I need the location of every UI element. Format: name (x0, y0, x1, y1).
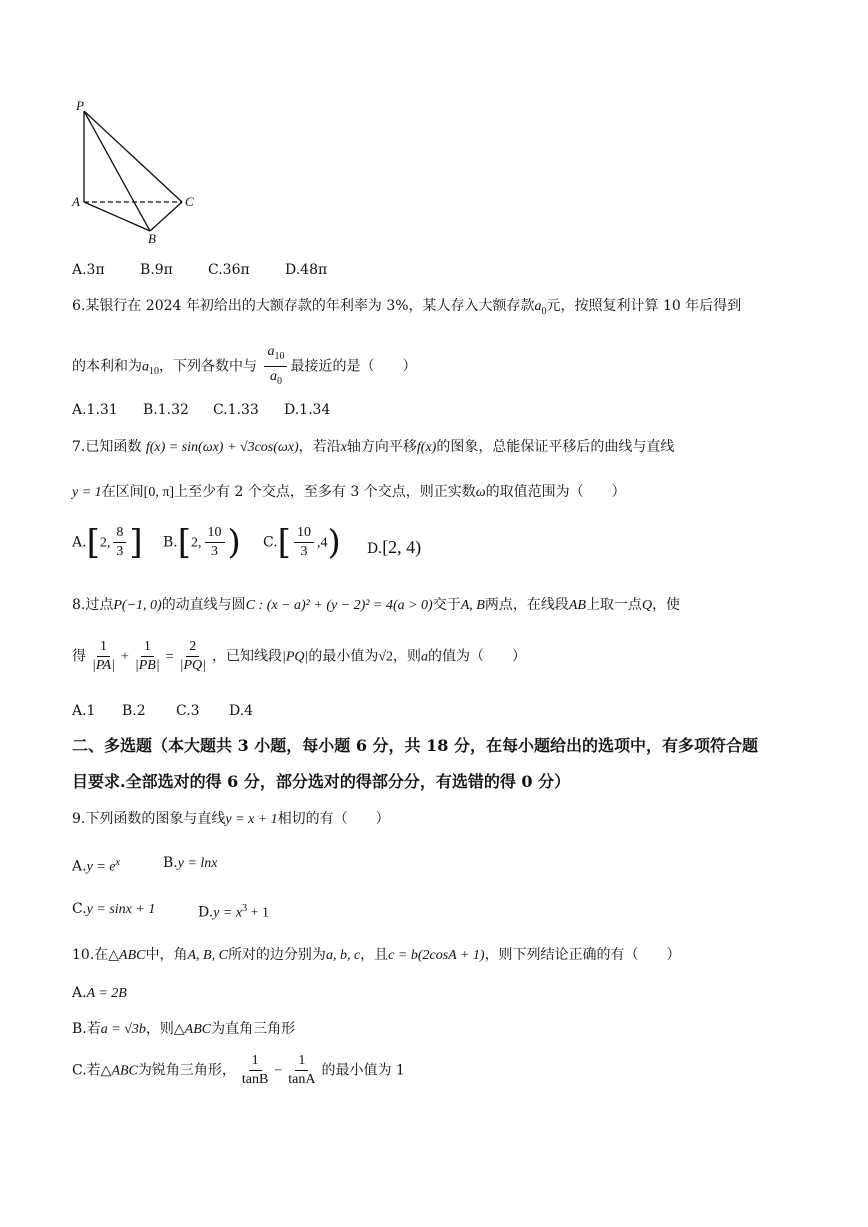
q10-text-3: 所对的边分别为 (227, 947, 326, 963)
q7-opt-b-lbracket: [ (177, 522, 192, 563)
q6-line1 (72, 296, 741, 322)
label-A: A (72, 194, 80, 209)
q8-text-10: ，则 (393, 648, 422, 665)
q6-frac-num: a (267, 344, 275, 359)
q10-opt-b-label: B.若 (72, 1021, 101, 1037)
section-2-heading-line1: 二、多选题（本大题共 3 小题，每小题 6 分，共 18 分，在每小题给出的选项中，有多项符合题 (72, 736, 758, 755)
q7-y1: y = 1 (72, 485, 102, 500)
q9-option-b (163, 853, 218, 874)
q8-text-1: 8.过点 (72, 597, 114, 613)
q7-fx: f(x) (416, 440, 437, 455)
q8-option-b: B.2 (122, 703, 146, 719)
q7-opt-c-lbracket: [ (277, 522, 291, 563)
label-B: B (148, 231, 156, 246)
q9-opt-d-label: D. (198, 904, 214, 921)
q9-stem (72, 809, 390, 830)
q7-opt-a-den: 3 (116, 544, 124, 559)
q8-text-8: ，已知线段 (211, 648, 282, 665)
q6-a0: a (534, 299, 542, 314)
q6-text-1: 6.某银行在 2024 年初给出的大额存款的年利率为 3%，某人存入大额存款 (72, 298, 535, 314)
q6-text-2: 元，按照复利计算 10 年后得到 (546, 298, 742, 314)
edge-BC (150, 202, 182, 231)
q8-option-d: D.4 (229, 703, 254, 719)
q7-opt-c-den: 3 (300, 544, 308, 559)
q9-opt-a-label: A. (72, 858, 87, 875)
q7-text-6: 上至少有 2 个交点，至多有 3 个交点，则正实数 (174, 484, 476, 500)
q7-opt-a-rbracket: ] (129, 522, 143, 563)
edge-PC (84, 111, 182, 202)
q8-pq: |PQ| (281, 649, 309, 665)
q9-option-a (72, 853, 120, 878)
q8-line1 (72, 595, 680, 616)
q9-text-2: 相切的有（ ） (277, 811, 390, 827)
q8-f2-den: |PB| (134, 658, 160, 673)
q9-opt-d-sup: 3 (242, 903, 248, 914)
q8-f3-den: |PQ| (179, 658, 206, 673)
q10-opt-c-d1: tanB (241, 1072, 269, 1087)
q6-option-d: D.1.34 (284, 402, 331, 418)
q8-text-9: 的最小值为 (308, 648, 379, 665)
q10-sides: a, b, c (325, 948, 361, 963)
q9-opt-d-val: y = x (213, 905, 243, 921)
q7-opt-b-den: 3 (211, 544, 219, 559)
q7-opt-d-label: D. (367, 541, 383, 557)
q7-line1 (72, 437, 674, 458)
q7-opt-c-label: C. (263, 534, 278, 551)
q6-fraction (264, 342, 287, 391)
q5-option-d: D.48π (285, 262, 328, 278)
q7-opt-c-rparen: ) (327, 522, 341, 563)
q10-opt-b-tri: △ABC (173, 1022, 212, 1037)
q7-line2 (72, 482, 626, 503)
q7-opt-c-right: ,4 (316, 535, 328, 551)
q10-text-2: 中，角 (145, 947, 188, 963)
q7-opt-a-lbracket: [ (86, 522, 100, 563)
q9-opt-a-sup: x (115, 857, 120, 868)
q9-opt-c-val: y = sinx + 1 (86, 902, 156, 917)
q7-opt-a-num: 8 (113, 524, 126, 543)
q10-text-4: ，且 (360, 947, 389, 963)
q7-opt-a-label: A. (72, 534, 87, 551)
label-C: C (185, 194, 194, 209)
q9-opt-a-val: y = e (86, 859, 116, 875)
q8-text-5: 上取一点 (585, 597, 642, 613)
q10-option-c (72, 1052, 405, 1089)
q9-opt-b-val: y = lnx (177, 856, 218, 871)
q7-opt-b-rparen: ) (227, 522, 241, 563)
q8-text-11: 的值为（ ） (428, 648, 527, 665)
edge-PB (84, 111, 150, 231)
q10-opt-b-mid: ，则 (145, 1021, 174, 1037)
q8-text-2: 的动直线与圆 (161, 597, 246, 613)
q8-f1-num: 1 (97, 638, 110, 657)
q8-a: a (421, 649, 429, 665)
q8-eq: = (165, 649, 174, 665)
q10-text-5: ，则下列结论正确的有（ ） (484, 947, 681, 963)
q10-text-1: 10.在 (72, 947, 109, 963)
q10-tri: △ABC (108, 948, 146, 963)
q10-angles: A, B, C (187, 948, 228, 963)
q9-option-c (72, 899, 155, 920)
q7-x: x (340, 440, 347, 455)
q6-line2 (72, 342, 416, 391)
q7-opt-a-left: 2, (99, 535, 111, 551)
q8-q: Q (641, 598, 653, 613)
q7-option-d (367, 537, 421, 559)
q10-opt-a-val: A = 2B (86, 986, 127, 1001)
q7-text-2: ，若沿 (298, 439, 341, 455)
q10-opt-c-end: 的最小值为 1 (321, 1062, 405, 1079)
q10-opt-c-d2: tanA (288, 1072, 316, 1087)
q6-a10-sub: 10 (149, 366, 159, 378)
q10-opt-b-end: 为直角三角形 (211, 1021, 296, 1037)
q8-sqrt2: √2 (378, 649, 394, 665)
q8-option-c: C.3 (176, 703, 200, 719)
q7-text-4: 的图象，总能保证平移后的曲线与直线 (436, 439, 675, 455)
q7-opt-c-num: 10 (294, 524, 314, 543)
q8-text-4: 两点，在线段 (484, 597, 569, 613)
q7-text-1: 7.已知函数 (72, 439, 142, 455)
q8-f2-num: 1 (141, 638, 154, 657)
q9-option-d (198, 899, 269, 924)
q7-text-5: 在区间 (101, 484, 144, 500)
q6-frac-den-sub: 0 (276, 375, 282, 387)
pyramid-figure (70, 98, 200, 250)
q10-option-b (72, 1019, 295, 1040)
q8-f3-num: 2 (186, 638, 199, 657)
q8-f1-den: |PA| (92, 658, 115, 673)
q10-stem (72, 945, 681, 966)
q6-option-a: A.1.31 (72, 402, 118, 418)
q5-option-c: C.36π (208, 262, 250, 278)
q6-text-3: 的本利和为 (72, 358, 142, 375)
edge-AB (84, 202, 150, 231)
q10-opt-c-n2: 1 (295, 1052, 308, 1071)
q9-opt-d-tail: + 1 (247, 905, 269, 921)
q6-a0-sub: 0 (541, 305, 547, 317)
q8-plus: + (121, 649, 129, 665)
q7-text-3: 轴方向平移 (346, 439, 417, 455)
pyramid-diagram (70, 98, 200, 250)
q8-text-7: 得 (72, 648, 86, 665)
q10-opt-c-minus: − (274, 1063, 283, 1079)
q8-text-6: ，使 (652, 597, 681, 613)
q10-opt-b-eq: a = √3b (100, 1022, 146, 1037)
q8-option-a: A.1 (72, 703, 96, 719)
q10-opt-a-label: A. (72, 985, 87, 1001)
q5-option-a: A.3π (72, 262, 105, 278)
q7-option-a (72, 524, 143, 561)
q6-text-5: 最接近的是（ ） (290, 358, 417, 375)
q7-func: f(x) = sin(ωx) + √3cos(ωx) (145, 440, 299, 455)
q6-text-4: ，下列各数中与 (159, 358, 257, 375)
q6-option-b: B.1.32 (143, 402, 189, 418)
section-2-heading-line2: 目要求.全部选对的得 6 分，部分选对的得部分分，有选错的得 0 分） (72, 772, 571, 791)
q8-ab: A, B (460, 598, 485, 613)
q7-interval: [0, π] (143, 485, 175, 500)
q10-opt-c-mid: 为锐角三角形， (137, 1062, 236, 1079)
q6-frac-den: a (269, 368, 277, 384)
q8-point: P(−1, 0) (113, 598, 162, 613)
q9-opt-c-label: C. (72, 901, 87, 917)
q7-opt-b-left: 2, (191, 535, 202, 551)
q7-option-b (163, 524, 241, 561)
q10-option-a (72, 983, 127, 1004)
q10-opt-c-tri: △ABC (100, 1063, 138, 1079)
q8-seg: AB (568, 598, 586, 613)
q6-frac-num-sub: 10 (274, 350, 285, 362)
q7-opt-b-label: B. (163, 534, 178, 551)
q7-opt-d-val: [2, 4) (382, 537, 422, 557)
label-P: P (76, 98, 84, 113)
q6-option-c: C.1.33 (213, 402, 259, 418)
q10-relation: c = b(2cosA + 1) (388, 948, 485, 963)
q10-opt-c-n1: 1 (249, 1052, 262, 1071)
q7-omega: ω (475, 485, 486, 500)
q8-line2 (72, 638, 526, 675)
q7-text-7: 的取值范围为（ ） (485, 484, 626, 500)
q8-text-3: 交于 (432, 597, 461, 613)
q8-circle: C : (x − a)² + (y − 2)² = 4(a > 0) (245, 598, 433, 613)
q9-text-1: 9.下列函数的图象与直线 (72, 811, 226, 827)
q6-a10: a (142, 359, 149, 375)
q9-opt-b-label: B. (163, 855, 178, 871)
q10-opt-c-label: C.若 (72, 1062, 101, 1079)
q5-option-b: B.9π (140, 262, 173, 278)
q7-option-c (263, 524, 341, 561)
q9-line-eq: y = x + 1 (225, 812, 278, 827)
q7-opt-b-num: 10 (205, 524, 225, 543)
